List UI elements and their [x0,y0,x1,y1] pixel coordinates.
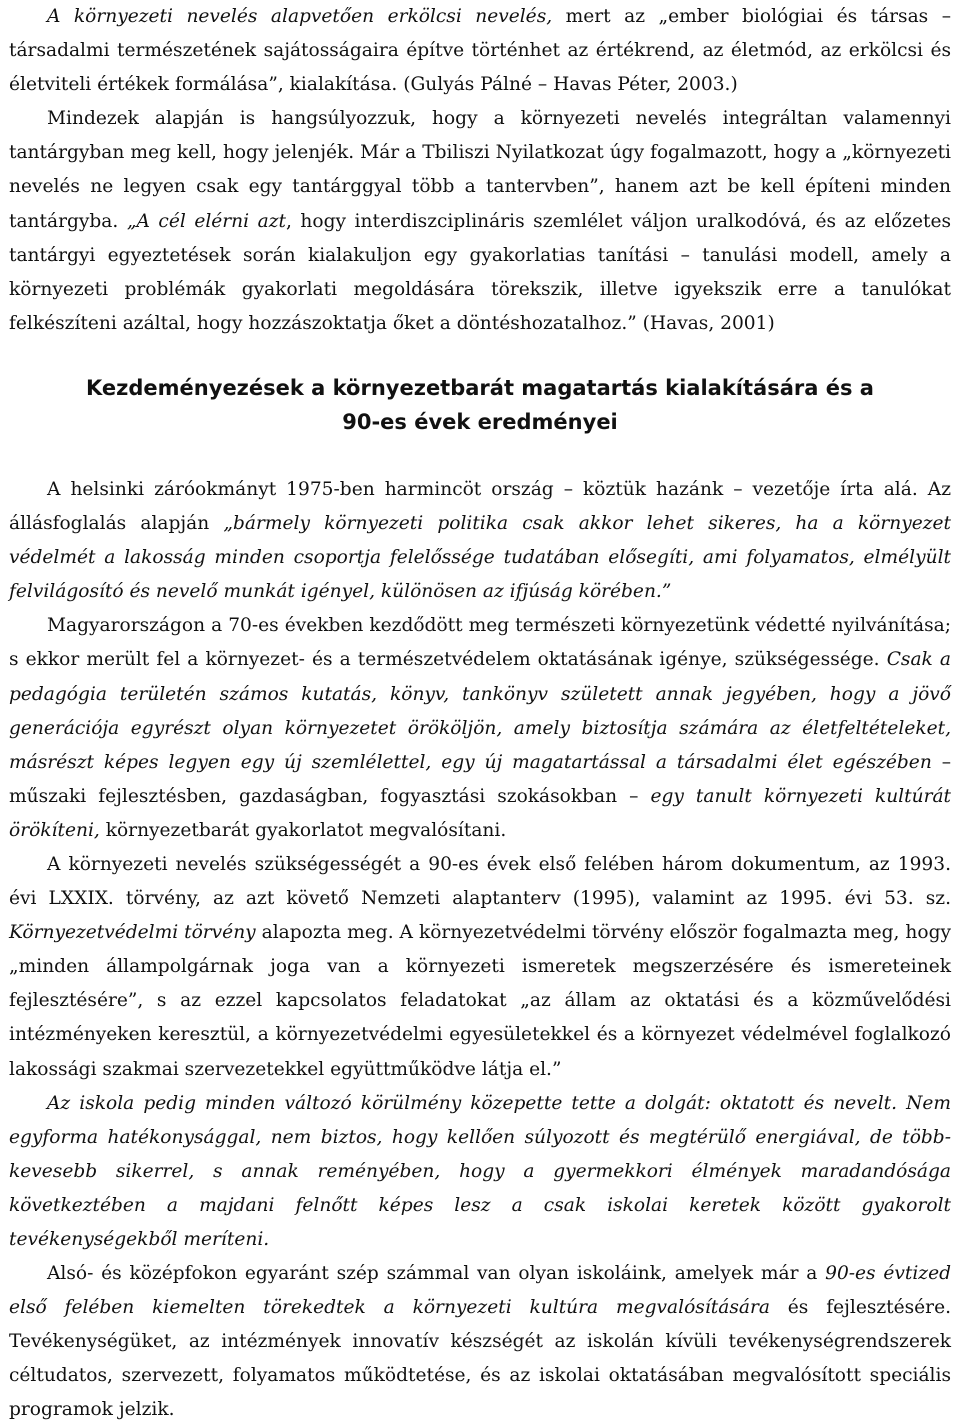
emphasis-text: A környezeti nevelés alapvetően erkölcsi nevelés, [47,6,553,27]
emphasis-text: Az iskola pedig minden változó körülmény közepette tette a dolgát: oktatott és nevelt. Nem egyforma hatékonysággal, nem biztos, hogy kellően súlyozott és megtérülő energiával, de több-kevesebb sikerrel, s annak reményében, hogy a gyermekkori élmények maradandósága következtében a majdani felnőtt képes lesz a csak iskolai keretek között gyakorolt tevékenységekből meríteni. [9,1092,951,1250]
paragraph-integration [9,102,951,341]
body-text: környezetbarát gyakorlatot megvalósítani. [99,819,507,841]
law-title: Környezetvédelmi törvény [9,922,256,944]
body-text: Mindezek alapján is hangsúlyozzuk, hogy a környezeti nevelés integráltan valamennyi tantárgyban meg kell, hogy jelenjék. Már a Tbiliszi Nyilatkozat úgy fogalmazott, hogy a „környezeti nevelés ne legyen csak egy tantárggyal több a tantervben”, hanem azt be kell építeni minden tantárgyba. [9,108,951,232]
section-heading [9,371,951,439]
body-text: A környezeti nevelés szükségességét a 90-es évek első felében három dokumentum, az 1993. évi LXXIX. törvény, az azt követő Nemzeti alaptanterv (1995), valamint az 1995. évi 53. sz. [9,853,951,910]
emphasis-text: 90-es évtized első felében kiemelten törekedtek a környezeti kultúra megvalósítására [9,1263,951,1319]
body-text: és fejlesztésére. Tevékenységüket, az intézmények innovatív készségét az iskolán kívüli tevékenységrendszerek céltudatos, szervezett, folyamatos működtetése, és az iskolai oktatásában megvalósított speciális programok jelzik. [9,1297,951,1421]
body-text: A helsinki záróokmányt 1975-ben harmincöt ország – köztük hazánk – vezetője írta alá. Az állásfoglalás alapján [9,478,951,535]
heading-line-1: Kezdeményezések a környezetbarát magatartás kialakítására és a [86,375,874,400]
emphasis-text: Csak a pedagógia területén számos kutatás, könyv, tankönyv született annak jegyében, hogy a jövő generációja egyrészt olyan környezetet örököljön, amely biztosítja számára az életfeltételeket, másrészt képes legyen egy új szemlélettel, egy új magatartással a társadalmi élet egészében [9,649,951,773]
quote-text: „bármely környezeti politika csak akkor lehet sikeres, ha a környezet védelmét a lakosság minden csoportja felelőssége tudatában elősegíti, ami folyamatos, elmélyült felvilágosító és nevelő munkát igényel, különösen az ifjúság körében.” [9,513,952,603]
paragraph-90s-documents [9,848,951,1087]
body-text: alapozta meg. A környezetvédelmi törvény először fogalmazta meg, hogy „minden állampolgárnak joga van a környezeti ismeretek megszerzésére és ismereteinek fejlesztésére”, s az ezzel kapcsolatos feladatokat „az állam az oktatási és a közművelődési intézményeken keresztül, a környezetvédelmi egyesületekkel és a környezet védelmével foglalkozó lakossági szakmai szervezetekkel együttműködve látja el.” [9,922,951,1080]
emphasis-text: „A cél elérni azt [126,210,286,232]
body-text: , hogy interdiszciplináris szemlélet váljon uralkodóvá, és az előzetes tantárgyi egyeztetések során kialakuljon egy gyakorlatias tanítási – tanulási modell, amely a környezeti problémák gyakorlati megoldására törekszik, illetve igyekszik erre a tanulókat felkészíteni azáltal, hogy hozzászoktatja őket a döntéshozatalhoz.” (Havas, 2001) [9,210,951,334]
paragraph-schools-programs [9,1257,951,1427]
heading-line-2: 90-es évek eredményei [342,409,618,434]
body-text: mert az „ember biológiai és társas – társadalmi természetének sajátosságaira építve történhet az értékrend, az életmód, az erkölcsi és életviteli értékek formálása”, kialakítása. (Gulyás Pálné – Havas Péter, 2003.) [9,6,952,96]
emphasis-text: egy tanult környezeti kultúrát örökíteni, [9,785,952,841]
paragraph-hungary-70s [9,609,951,848]
paragraph-school-role [9,1087,951,1257]
body-text: Alsó- és középfokon egyaránt szép számmal van olyan iskoláink, amelyek már a [47,1263,826,1285]
body-text: – műszaki fejlesztésben, gazdaságban, fogyasztási szokásokban – [9,751,951,807]
body-text: Magyarországon a 70-es években kezdődött meg természeti környezetünk védetté nyilvánítása; s ekkor merült fel a környezet- és a természetvédelem oktatásának igénye, szükségessége. [9,615,951,671]
paragraph-environmental-moral [9,0,951,102]
paragraph-helsinki [9,473,951,609]
